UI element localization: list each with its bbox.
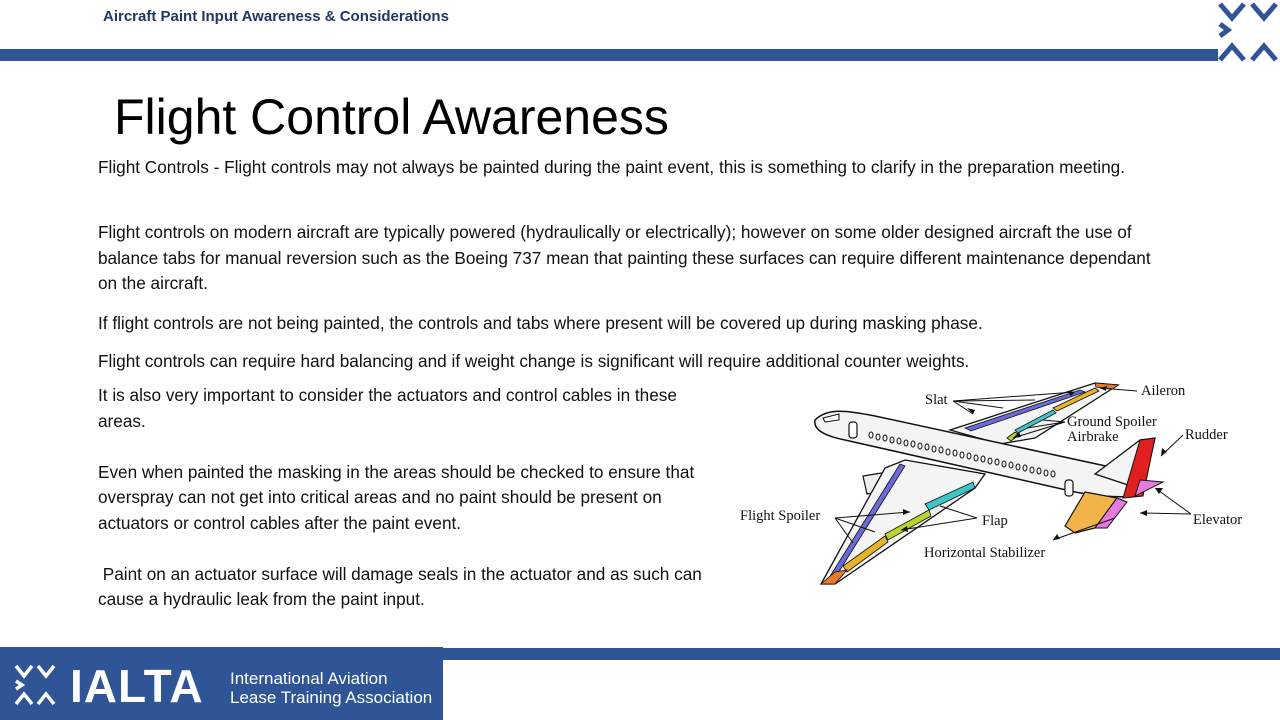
footer-org-line1: International Aviation xyxy=(230,669,388,688)
paragraph-overspray: Even when painted the masking in the areas should be checked to ensure that overspray can not get into critical areas and no paint should be present on actuators or control cables after the paint event. xyxy=(98,461,695,533)
slide-title: Flight Control Awareness xyxy=(114,89,669,145)
label-flap: Flap xyxy=(982,513,1008,529)
header-title: Aircraft Paint Input Awareness & Considerations xyxy=(103,8,449,25)
left-column-text xyxy=(98,383,723,613)
bottom-bar xyxy=(443,648,1280,660)
paragraph-actuators: It is also very important to consider the actuators and control cables in these areas. xyxy=(98,385,677,431)
label-flight-spoiler: Flight Spoiler xyxy=(740,508,821,524)
top-bar xyxy=(0,49,1218,61)
footer-brand: IALTA xyxy=(70,660,204,712)
paragraph-actuator-seals: Paint on an actuator surface will damage seals in the actuator and as such can cause a hydraulic leak from the paint input. xyxy=(98,563,707,609)
paragraph-balancing: Flight controls can require hard balancing and if weight change is significant will require additional counter weights. xyxy=(98,351,970,371)
footer-org-name xyxy=(230,669,432,707)
paragraph-masking: If flight controls are not being painted, the controls and tabs where present will be covered up during masking phase. xyxy=(98,313,983,333)
label-ground-spoiler: Ground Spoiler xyxy=(1067,414,1157,430)
label-rudder: Rudder xyxy=(1185,427,1228,443)
paragraph-flight-controls: Flight Controls - Flight controls may not always be painted during the paint event, this is something to clarify in the preparation meeting. xyxy=(98,157,1126,177)
label-slat: Slat xyxy=(925,392,948,408)
label-aileron: Aileron xyxy=(1141,383,1186,399)
ialta-mark-icon xyxy=(14,663,58,707)
label-horizontal-stabilizer: Horizontal Stabilizer xyxy=(924,545,1046,561)
footer-brand-box xyxy=(0,647,443,720)
label-elevator: Elevator xyxy=(1193,512,1243,528)
label-airbrake: Airbrake xyxy=(1067,429,1119,445)
aircraft-flight-controls-diagram xyxy=(735,378,1255,590)
ialta-logo-icon xyxy=(1216,0,1280,64)
footer-org-line2: Lease Training Association xyxy=(230,688,433,707)
paragraph-powered-controls: Flight controls on modern aircraft are typically powered (hydraulically or electrically); however on some older designed aircraft the use of balance tabs for manual reversion such as the Boeing 737 mean that painting these surfaces can require different maintenance dependant on the aircraft. xyxy=(98,222,1151,293)
